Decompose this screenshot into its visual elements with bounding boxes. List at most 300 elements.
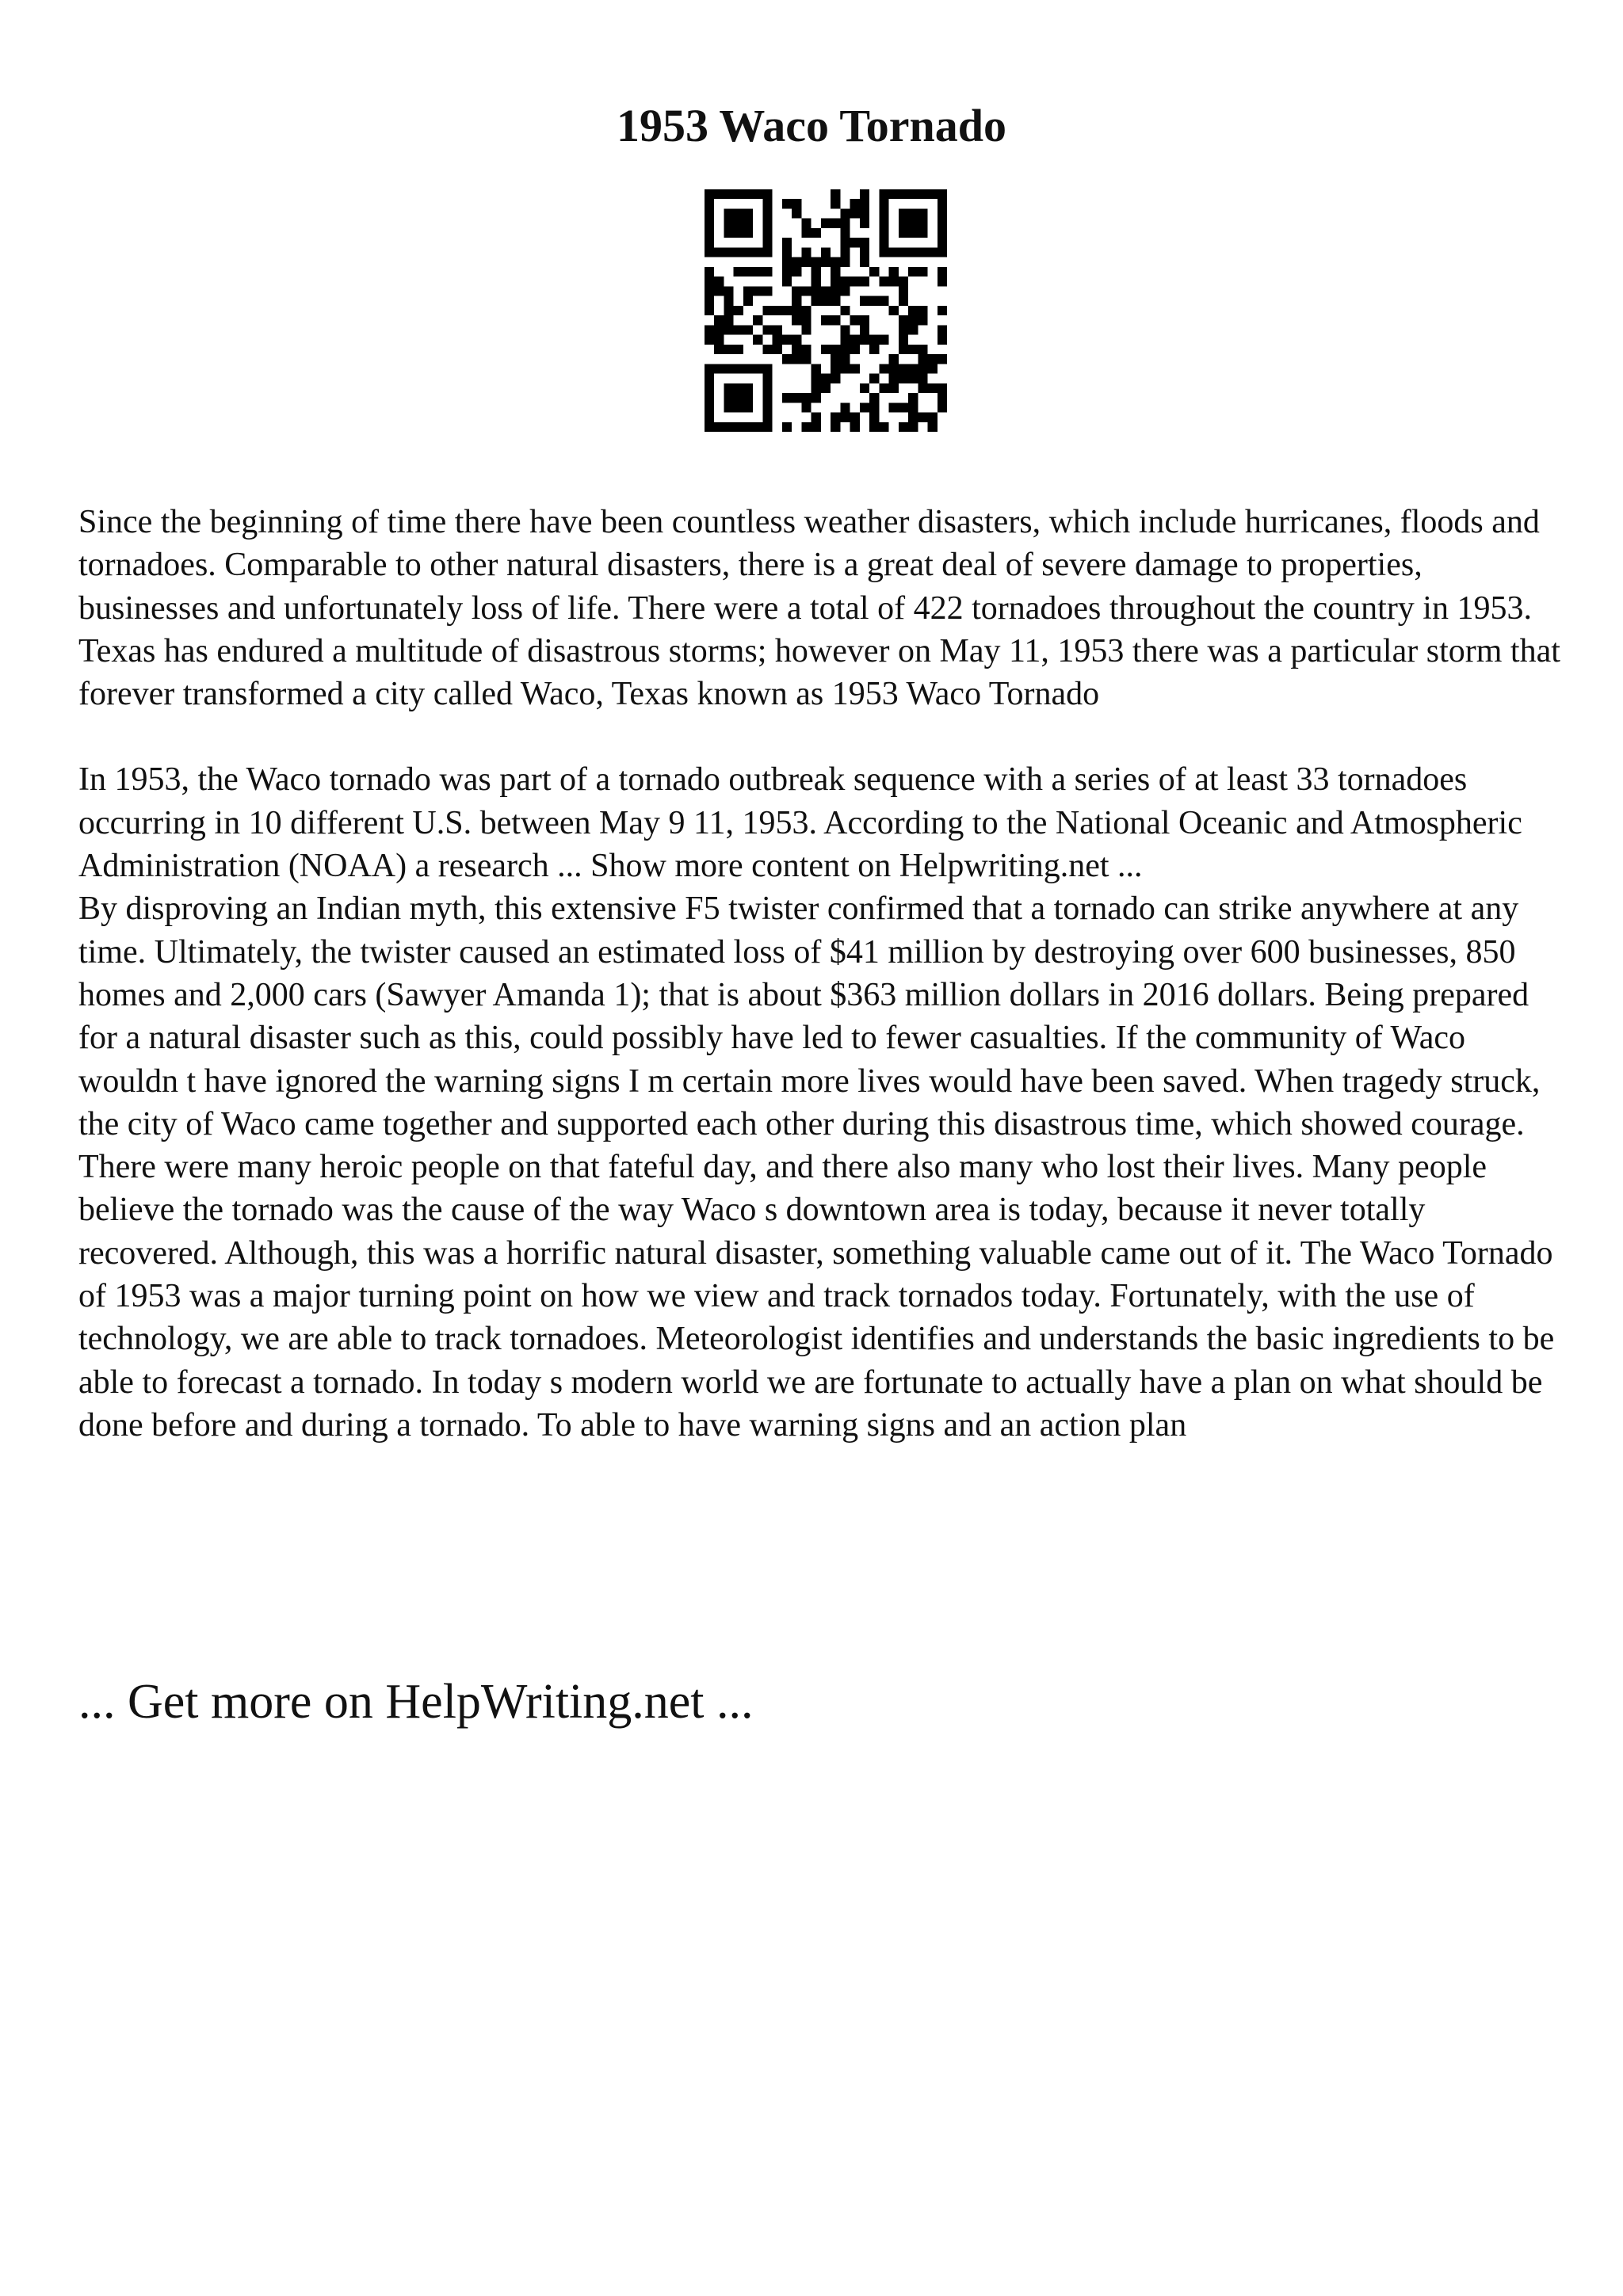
qr-module xyxy=(899,228,908,238)
qr-module xyxy=(734,228,743,238)
qr-module xyxy=(889,277,899,286)
qr-module xyxy=(840,325,850,334)
qr-module xyxy=(908,374,918,383)
qr-module xyxy=(860,277,869,286)
qr-module xyxy=(812,364,821,373)
qr-module xyxy=(743,208,753,218)
qr-module xyxy=(743,402,753,412)
qr-module xyxy=(869,296,879,306)
qr-module xyxy=(812,277,821,286)
qr-module xyxy=(724,286,733,296)
qr-module xyxy=(734,189,743,199)
qr-module xyxy=(938,199,947,208)
qr-module xyxy=(762,393,772,402)
qr-module xyxy=(724,422,733,432)
qr-module xyxy=(938,306,947,315)
qr-module xyxy=(850,277,860,286)
qr-module xyxy=(762,238,772,247)
qr-module xyxy=(792,345,801,354)
qr-module xyxy=(812,257,821,267)
qr-module xyxy=(840,354,850,364)
qr-module xyxy=(879,296,888,306)
qr-module xyxy=(792,306,801,315)
qr-module xyxy=(850,315,860,325)
qr-module xyxy=(734,383,743,393)
qr-module xyxy=(762,402,772,412)
qr-code-icon xyxy=(705,189,947,432)
qr-module xyxy=(831,422,840,432)
qr-module xyxy=(938,219,947,228)
qr-module xyxy=(782,422,792,432)
qr-module xyxy=(812,228,821,238)
qr-module xyxy=(899,325,908,334)
qr-module xyxy=(938,208,947,218)
qr-module xyxy=(928,422,938,432)
qr-module xyxy=(762,383,772,393)
qr-module xyxy=(734,325,743,334)
qr-module xyxy=(889,306,899,315)
document-title: 1953 Waco Tornado xyxy=(616,100,1007,151)
qr-module xyxy=(879,247,888,257)
qr-module xyxy=(743,325,753,334)
qr-module xyxy=(869,422,879,432)
qr-module xyxy=(705,413,714,422)
qr-module xyxy=(782,257,792,267)
qr-module xyxy=(762,199,772,208)
qr-module xyxy=(860,189,869,199)
qr-module xyxy=(840,345,850,354)
qr-module xyxy=(734,306,743,315)
qr-module xyxy=(831,413,840,422)
qr-module xyxy=(879,277,888,286)
qr-module xyxy=(908,422,918,432)
qr-module xyxy=(812,393,821,402)
qr-module xyxy=(812,422,821,432)
qr-module xyxy=(908,402,918,412)
qr-module xyxy=(831,199,840,208)
qr-module xyxy=(705,364,714,373)
qr-module xyxy=(889,267,899,277)
qr-module xyxy=(743,228,753,238)
qr-module xyxy=(714,277,724,286)
qr-module xyxy=(879,383,888,393)
qr-module xyxy=(714,286,724,296)
qr-module xyxy=(908,228,918,238)
qr-module xyxy=(889,247,899,257)
qr-module xyxy=(918,247,927,257)
qr-module xyxy=(899,247,908,257)
qr-module xyxy=(938,277,947,286)
qr-module xyxy=(850,199,860,208)
qr-module xyxy=(724,208,733,218)
qr-module xyxy=(801,306,811,315)
qr-module xyxy=(812,413,821,422)
qr-module xyxy=(860,296,869,306)
qr-module xyxy=(792,208,801,218)
qr-module xyxy=(889,374,899,383)
qr-module xyxy=(753,247,762,257)
qr-module xyxy=(705,402,714,412)
qr-module xyxy=(734,364,743,373)
qr-module xyxy=(724,402,733,412)
qr-module xyxy=(869,393,879,402)
qr-module xyxy=(782,393,792,402)
qr-module xyxy=(792,335,801,345)
qr-module xyxy=(869,335,879,345)
paragraph-gap xyxy=(78,715,1568,758)
qr-module xyxy=(899,422,908,432)
qr-module xyxy=(918,354,927,364)
qr-module xyxy=(889,364,899,373)
qr-module xyxy=(762,267,772,277)
qr-module xyxy=(724,296,733,306)
paragraph-outbreak: In 1953, the Waco tornado was part of a tornado outbreak sequence with a series of at least 33 tornadoes occurring in 10 different U.S. between May 9 11, 1953. According to the National Oceanic and Atmospheric Administration (NOAA) a research ... Show more content on Helpwriting.net ... xyxy=(78,761,1522,885)
qr-module xyxy=(705,267,714,277)
qr-module xyxy=(928,247,938,257)
qr-module xyxy=(860,247,869,257)
qr-module xyxy=(734,393,743,402)
qr-module xyxy=(889,354,899,364)
qr-module xyxy=(724,325,733,334)
qr-module xyxy=(831,345,840,354)
qr-module xyxy=(821,286,831,296)
qr-module xyxy=(840,364,850,373)
qr-module xyxy=(840,335,850,345)
qr-module xyxy=(938,325,947,334)
qr-module xyxy=(714,189,724,199)
qr-module xyxy=(821,374,831,383)
qr-module xyxy=(840,257,850,267)
qr-module xyxy=(705,422,714,432)
qr-module xyxy=(782,306,792,315)
qr-module xyxy=(938,354,947,364)
qr-module xyxy=(899,345,908,354)
qr-module xyxy=(908,208,918,218)
qr-module xyxy=(773,325,782,334)
qr-module xyxy=(782,335,792,345)
qr-module xyxy=(734,345,743,354)
qr-module xyxy=(773,345,782,354)
qr-module xyxy=(840,247,850,257)
qr-module xyxy=(705,238,714,247)
qr-module xyxy=(831,189,840,199)
qr-module xyxy=(714,247,724,257)
qr-module xyxy=(782,238,792,247)
document-body xyxy=(78,501,1568,1447)
qr-module xyxy=(734,422,743,432)
qr-module xyxy=(812,383,821,393)
qr-module xyxy=(792,267,801,277)
qr-module xyxy=(801,228,811,238)
qr-module xyxy=(860,257,869,267)
qr-module xyxy=(860,335,869,345)
qr-module xyxy=(889,383,899,393)
qr-module xyxy=(792,296,801,306)
qr-module xyxy=(879,208,888,218)
qr-module xyxy=(908,267,918,277)
qr-module xyxy=(743,247,753,257)
qr-module xyxy=(753,315,762,325)
qr-module xyxy=(753,335,762,345)
qr-module xyxy=(714,364,724,373)
qr-module xyxy=(860,199,869,208)
qr-module xyxy=(792,286,801,296)
qr-module xyxy=(801,393,811,402)
qr-module xyxy=(928,364,938,373)
qr-module xyxy=(938,402,947,412)
qr-module xyxy=(743,219,753,228)
qr-module xyxy=(831,257,840,267)
qr-module xyxy=(938,383,947,393)
qr-module xyxy=(782,199,792,208)
qr-module xyxy=(918,364,927,373)
qr-module xyxy=(714,315,724,325)
qr-module xyxy=(908,393,918,402)
qr-module xyxy=(918,228,927,238)
qr-module xyxy=(850,345,860,354)
qr-module xyxy=(705,374,714,383)
qr-module xyxy=(762,228,772,238)
qr-module xyxy=(831,296,840,306)
qr-module xyxy=(840,238,850,247)
qr-module xyxy=(908,189,918,199)
qr-module xyxy=(801,247,811,257)
qr-module xyxy=(918,374,927,383)
qr-module xyxy=(918,345,927,354)
qr-module xyxy=(734,247,743,257)
qr-module xyxy=(762,374,772,383)
qr-module xyxy=(899,189,908,199)
qr-module xyxy=(918,189,927,199)
qr-module xyxy=(724,228,733,238)
get-more-link[interactable]: ... Get more on HelpWriting.net ... xyxy=(78,1675,754,1729)
qr-module xyxy=(928,189,938,199)
qr-module xyxy=(753,267,762,277)
qr-module xyxy=(801,354,811,364)
qr-module xyxy=(899,335,908,345)
qr-module xyxy=(762,413,772,422)
qr-module xyxy=(938,247,947,257)
paragraph-intro: Since the beginning of time there have been countless weather disasters, which include hurricanes, floods and tornadoes. Comparable to other natural disasters, there is a great deal of severe damage to properties, businesses and unfortunately loss of life. There were a total of 422 tornadoes throughout the country in 1953. Texas has endured a multitude of disastrous storms; however on May 11, 1953 there was a particular storm that forever transformed a city called Waco, Texas known as 1953 Waco Tornado xyxy=(78,504,1560,713)
paragraph-impact: By disproving an Indian myth, this extensive F5 twister confirmed that a tornado can strike anywhere at any time. Ultimately, the twister caused an estimated loss of $41 million by destroying over 600 businesses, 850 homes and 2,000 cars (Sawyer Amanda 1); that is about $363 million dollars in 2016 dollars. Being prepared for a natural disaster such as this, could possibly have led to fewer casualties. If the community of Waco wouldn t have ignored the warning signs I m certain more lives would have been saved. When tragedy struck, the city of Waco came together and supported each other during this disastrous time, which showed courage. There were many heroic people on that fateful day, and there also many who lost their lives. Many people believe the tornado was the cause of the way Waco s downtown area is today, because it never totally recovered. Although, this was a horrific natural disaster, something valuable came out of it. The Waco Tornado of 1953 was a major turning point on how we view and track tornados today. Fortunately, with the use of technology, we are able to track tornadoes. Meteorologist identifies and understands the basic ingredients to be able to forecast a tornado. In today s modern world we are fortunate to actually have a plan on what should be done before and during a tornado. To able to have warning signs and an action plan xyxy=(78,891,1555,1444)
qr-module xyxy=(801,345,811,354)
qr-module xyxy=(899,315,908,325)
qr-module xyxy=(734,219,743,228)
qr-module xyxy=(782,267,792,277)
qr-module xyxy=(724,219,733,228)
qr-module xyxy=(724,315,733,325)
qr-module xyxy=(801,219,811,228)
qr-module xyxy=(762,189,772,199)
qr-module xyxy=(743,364,753,373)
qr-module xyxy=(705,383,714,393)
qr-module xyxy=(889,402,899,412)
qr-module xyxy=(705,286,714,296)
qr-module xyxy=(860,325,869,334)
qr-module xyxy=(908,315,918,325)
qr-module xyxy=(714,422,724,432)
qr-module xyxy=(850,208,860,218)
qr-module xyxy=(850,238,860,247)
qr-module xyxy=(938,393,947,402)
qr-module xyxy=(918,383,927,393)
qr-module xyxy=(899,286,908,296)
qr-module xyxy=(831,219,840,228)
qr-module xyxy=(801,286,811,296)
qr-module xyxy=(724,345,733,354)
qr-module xyxy=(840,402,850,412)
qr-module xyxy=(918,306,927,315)
qr-module xyxy=(821,247,831,257)
qr-module xyxy=(899,364,908,373)
qr-module xyxy=(773,335,782,345)
qr-module xyxy=(801,422,811,432)
qr-module xyxy=(714,345,724,354)
qr-module xyxy=(762,364,772,373)
qr-module xyxy=(782,247,792,257)
qr-module xyxy=(821,345,831,354)
qr-module xyxy=(899,277,908,286)
qr-module xyxy=(801,325,811,334)
qr-module xyxy=(860,402,869,412)
qr-module xyxy=(908,306,918,315)
qr-module xyxy=(879,335,888,345)
qr-module xyxy=(812,374,821,383)
qr-module xyxy=(918,315,927,325)
qr-module xyxy=(753,364,762,373)
qr-module xyxy=(743,383,753,393)
qr-module xyxy=(840,219,850,228)
qr-module xyxy=(705,306,714,315)
qr-module xyxy=(705,208,714,218)
qr-module xyxy=(705,219,714,228)
qr-module xyxy=(724,189,733,199)
qr-module xyxy=(908,247,918,257)
qr-module xyxy=(938,189,947,199)
qr-module xyxy=(812,267,821,277)
qr-module xyxy=(928,354,938,364)
qr-module xyxy=(908,345,918,354)
qr-module xyxy=(724,393,733,402)
qr-module xyxy=(831,374,840,383)
qr-module xyxy=(705,277,714,286)
qr-module xyxy=(705,199,714,208)
qr-module xyxy=(879,364,888,373)
qr-module xyxy=(782,354,792,364)
qr-module xyxy=(938,238,947,247)
qr-module xyxy=(928,383,938,393)
qr-module xyxy=(792,315,801,325)
qr-module xyxy=(705,335,714,345)
qr-module xyxy=(889,189,899,199)
qr-module xyxy=(938,267,947,277)
qr-module xyxy=(762,422,772,432)
qr-module xyxy=(762,306,772,315)
qr-module xyxy=(840,208,850,218)
qr-module xyxy=(762,286,772,296)
qr-module xyxy=(869,345,879,354)
qr-module xyxy=(724,383,733,393)
qr-module xyxy=(734,402,743,412)
qr-module xyxy=(918,219,927,228)
qr-module xyxy=(938,228,947,238)
qr-module xyxy=(821,296,831,306)
qr-module xyxy=(734,208,743,218)
qr-module xyxy=(908,413,918,422)
qr-module xyxy=(724,306,733,315)
qr-module xyxy=(753,286,762,296)
qr-module xyxy=(908,325,918,334)
qr-module xyxy=(705,189,714,199)
qr-module xyxy=(792,199,801,208)
qr-module xyxy=(792,354,801,364)
qr-module xyxy=(831,354,840,364)
qr-module xyxy=(743,393,753,402)
qr-module xyxy=(801,315,811,325)
qr-module xyxy=(860,238,869,247)
qr-module xyxy=(869,374,879,383)
qr-module xyxy=(705,296,714,306)
qr-module xyxy=(879,189,888,199)
qr-module xyxy=(705,393,714,402)
qr-module xyxy=(821,257,831,267)
qr-module xyxy=(762,325,772,334)
qr-module xyxy=(860,208,869,218)
qr-module xyxy=(879,422,888,432)
qr-module xyxy=(879,199,888,208)
qr-module xyxy=(860,383,869,393)
qr-module xyxy=(743,267,753,277)
qr-module xyxy=(705,325,714,334)
qr-module xyxy=(840,228,850,238)
qr-module xyxy=(734,267,743,277)
qr-module xyxy=(850,413,860,422)
qr-module xyxy=(782,277,792,286)
qr-module xyxy=(899,219,908,228)
qr-module xyxy=(762,219,772,228)
qr-module xyxy=(821,219,831,228)
qr-module xyxy=(850,364,860,373)
qr-module xyxy=(869,413,879,422)
qr-module xyxy=(743,422,753,432)
qr-module xyxy=(831,277,840,286)
qr-module xyxy=(918,267,927,277)
qr-module xyxy=(899,374,908,383)
qr-module xyxy=(743,296,753,306)
qr-module xyxy=(705,228,714,238)
qr-module xyxy=(801,402,811,412)
qr-module xyxy=(792,257,801,267)
qr-module xyxy=(812,286,821,296)
qr-module xyxy=(850,422,860,432)
qr-module xyxy=(831,315,840,325)
qr-module xyxy=(840,286,850,296)
qr-module xyxy=(840,306,850,315)
qr-module xyxy=(899,296,908,306)
qr-module xyxy=(899,208,908,218)
qr-module xyxy=(850,335,860,345)
qr-module xyxy=(821,315,831,325)
qr-module xyxy=(840,413,850,422)
qr-module xyxy=(879,219,888,228)
qr-module xyxy=(762,345,772,354)
qr-module xyxy=(724,247,733,257)
qr-module xyxy=(753,189,762,199)
qr-module xyxy=(831,364,840,373)
qr-module xyxy=(860,315,869,325)
qr-module xyxy=(869,402,879,412)
qr-module xyxy=(773,306,782,315)
